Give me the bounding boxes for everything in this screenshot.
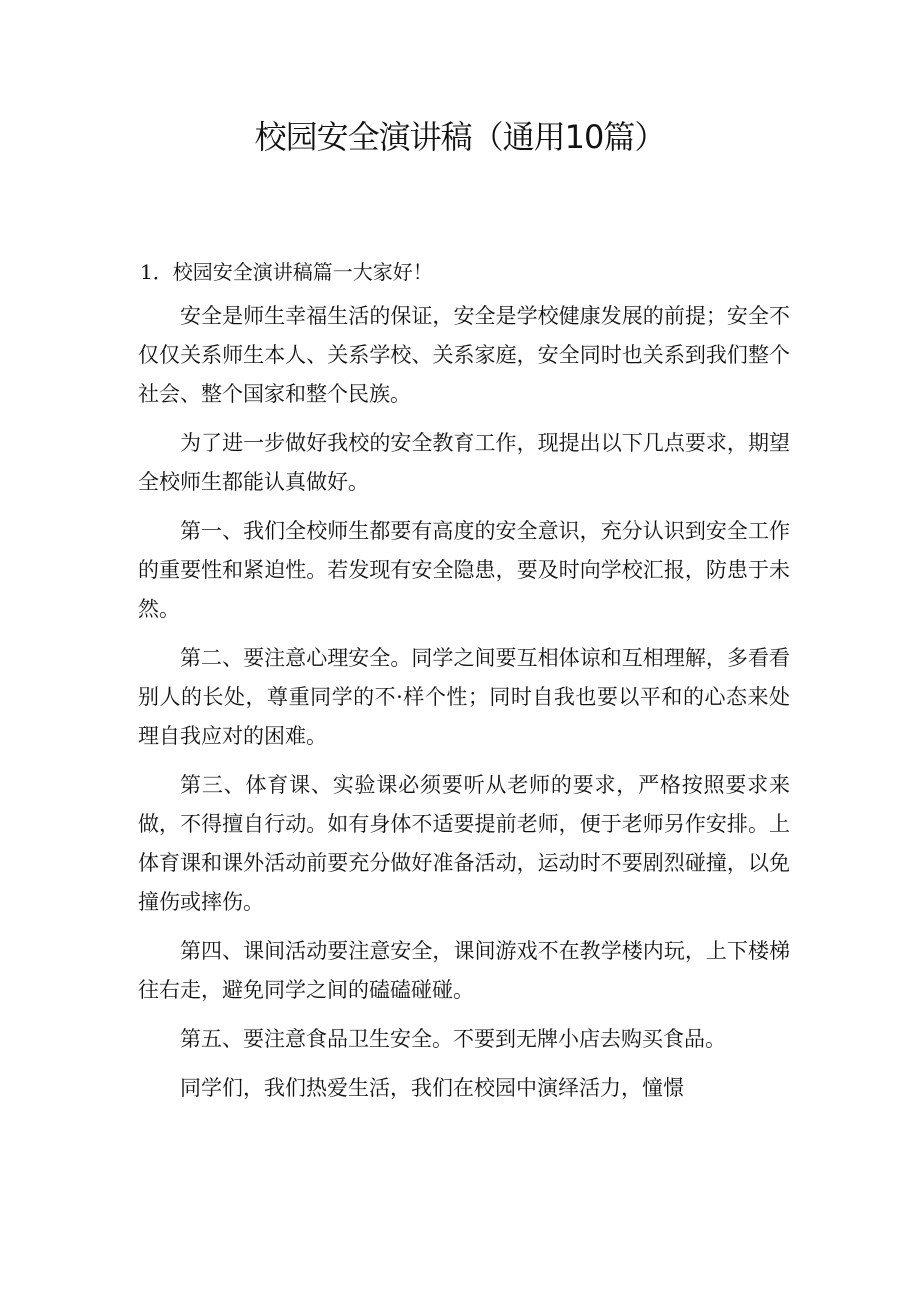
paragraph-first: 第一、我们全校师生都要有高度的安全意识，充分认识到安全工作的重要性和紧迫性。若发现有安全隐患，要及时向学校汇报，防患于未然。 xyxy=(138,519,790,621)
paragraph-intro: 安全是师生幸福生活的保证，安全是学校健康发展的前提；安全不仅仅关系师生本人、关系学校、关系家庭，安全同时也关系到我们整个社会、整个国家和整个民族。 xyxy=(138,304,790,406)
paragraph-fourth: 第四、课间活动要注意安全，课间游戏不在教学楼内玩，上下楼梯往右走，避免同学之间的磕磕碰碰。 xyxy=(138,939,790,1002)
paragraph-third: 第三、体育课、实验课必须要听从老师的要求，严格按照要求来做，不得擅自行动。如有身体不适要提前老师，便于老师另作安排。上体育课和课外活动前要充分做好准备活动，运动时不要剧烈碰撞，以免撞伤或摔伤。 xyxy=(138,773,790,914)
paragraph-second: 第二、要注意心理安全。同学之间要互相体谅和互相理解，多看看别人的长处，尊重同学的不·样个性；同时自我也要以平和的心态来处理自我应对的困难。 xyxy=(138,646,790,748)
paragraph-fifth: 第五、要注意食品卫生安全。不要到无牌小店去购买食品。 xyxy=(180,1027,726,1051)
paragraph-closing: 同学们，我们热爱生活，我们在校园中演绎活力，憧憬 xyxy=(180,1076,684,1100)
section-heading: 1．校园安全演讲稿篇一大家好！ xyxy=(140,260,433,284)
paragraph-requirements: 为了进一步做好我校的安全教育工作，现提出以下几点要求，期望全校师生都能认真做好。 xyxy=(138,431,790,494)
document-body xyxy=(138,297,790,1118)
document-title: 校园安全演讲稿（通用10篇） xyxy=(254,118,666,156)
